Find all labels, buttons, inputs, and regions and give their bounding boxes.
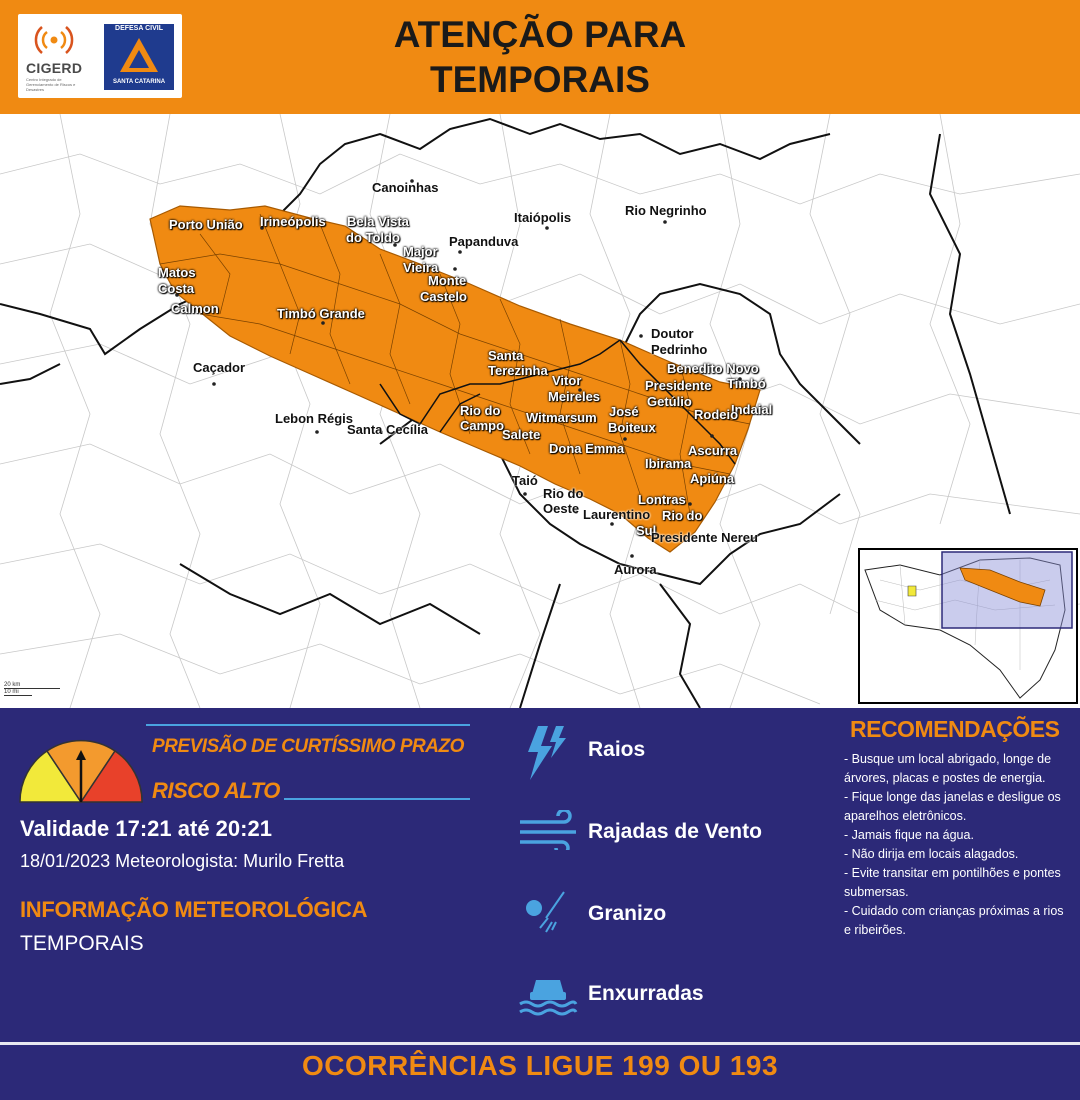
city-label: Indaial [731, 402, 773, 417]
city-label: Papanduva [449, 234, 519, 249]
city-label: Terezinha [488, 363, 548, 378]
recommendations-title: RECOMENDAÇÕES [850, 716, 1060, 742]
risk-level: RISCO ALTO [152, 778, 280, 803]
defesa-civil-triangle-icon [118, 36, 160, 76]
city-label: Vitor [552, 373, 582, 388]
city-label: Pedrinho [651, 342, 708, 357]
defesa-civil-logo-bottom: SANTA CATARINA [112, 79, 166, 85]
info-title: INFORMAÇÃO METEOROLÓGICA [20, 897, 368, 922]
risk-gauge-icon [16, 736, 146, 806]
city-label: Rio do [662, 508, 703, 523]
recommendation-item: - Evite transitar em pontilhões e pontes submersas. [844, 866, 1061, 899]
city-label: Monte [428, 273, 467, 288]
recommendations-list [844, 750, 1064, 940]
info-value: TEMPORAIS [20, 932, 144, 955]
city-label: Itaiópolis [514, 210, 572, 225]
city-label: Bela Vista [347, 214, 409, 229]
city-label: Lontras [638, 492, 686, 507]
recommendation-item: - Fique longe das janelas e desligue os aparelhos eletrônicos. [844, 790, 1061, 823]
alert-map [0, 114, 1080, 708]
recommendation-item: - Busque um local abrigado, longe de árvores, placas e postes de energia. [844, 752, 1052, 785]
hazard-label: Rajadas de Vento [588, 820, 762, 843]
cigerd-logo-icon [34, 22, 74, 58]
city-label: Santa [488, 348, 524, 363]
city-label: Oeste [543, 501, 580, 516]
city-label: Benedito Novo [667, 361, 759, 376]
city-label: Dona Emma [549, 441, 625, 456]
hazard-label: Enxurradas [588, 982, 704, 1005]
city-label: Aurora [614, 562, 657, 577]
city-label: Rio do [543, 486, 584, 501]
city-label: Boiteux [608, 420, 656, 435]
city-label: Salete [502, 427, 541, 442]
city-label: Irineópolis [260, 214, 326, 229]
city-label: Rodeio [694, 407, 739, 422]
emergency-phone-footer: OCORRÊNCIAS LIGUE 199 OU 193 [301, 1050, 779, 1081]
divider-line [284, 798, 470, 800]
city-label: Matos [158, 265, 196, 280]
hazard-label: Raios [588, 738, 646, 761]
divider-line [146, 724, 470, 726]
city-label: Vieira [403, 260, 439, 275]
flood-icon [518, 968, 578, 1018]
city-label: Getúlio [647, 394, 692, 409]
map-scale-bar [4, 682, 60, 696]
city-label: Ibirama [645, 456, 692, 471]
city-label: Sul [636, 523, 657, 538]
city-label: Campo [460, 418, 505, 433]
recommendation-item: - Jamais fique na água. [844, 828, 974, 842]
city-label: Costa [158, 281, 195, 296]
forecast-type: PREVISÃO DE CURTÍSSIMO PRAZO [152, 736, 464, 757]
city-label: Lebon Régis [275, 411, 354, 426]
city-label: Presidente [645, 378, 712, 393]
page-title [250, 12, 830, 102]
city-label: Rio do [460, 403, 501, 418]
city-label: Major [403, 244, 438, 259]
city-label: Porto União [169, 217, 243, 232]
city-label: do Toldo [346, 230, 400, 245]
city-label: Meireles [548, 389, 601, 404]
wind-icon [518, 810, 582, 850]
lightning-icon [518, 724, 574, 784]
scale-km: 20 km [4, 682, 60, 689]
city-label: Rio Negrinho [625, 203, 707, 218]
hazard-label: Granizo [588, 902, 667, 925]
cigerd-logo-text: CIGERD [26, 60, 83, 76]
city-label: Witmarsum [526, 410, 597, 425]
locator-inset-map [858, 548, 1078, 704]
defesa-civil-logo [104, 24, 174, 90]
defesa-civil-logo-top: DEFESA CIVIL [115, 25, 163, 32]
city-label: Doutor [651, 326, 694, 341]
title-line-1: ATENÇÃO PARA [393, 14, 687, 55]
city-label: Taió [512, 473, 538, 488]
city-label: Presidente Nereu [651, 530, 758, 545]
city-label: Laurentino [583, 507, 651, 522]
logos-container [18, 14, 182, 98]
city-label: Santa Cecília [347, 422, 428, 437]
city-label: Calmon [171, 301, 219, 316]
cigerd-logo-subtitle: Centro Integrado de Gerenciamento de Riscos e Desastres [26, 77, 76, 92]
validity-period: Validade 17:21 até 20:21 [20, 816, 272, 841]
hail-icon [518, 888, 574, 938]
header-bar [0, 0, 1080, 114]
city-label: Apiúna [690, 471, 735, 486]
scale-mi: 10 mi [4, 689, 32, 696]
city-label: Timbó Grande [277, 306, 365, 321]
city-label: José [609, 404, 639, 419]
city-label: Castelo [420, 289, 467, 304]
city-label: Timbó [727, 376, 766, 391]
city-label: Canoinhas [372, 180, 439, 195]
footer-divider [0, 1042, 1080, 1045]
recommendation-item: - Não dirija em locais alagados. [844, 847, 1019, 861]
locator-map-shape [860, 550, 1076, 702]
city-label: Caçador [193, 360, 246, 375]
date-meteorologist: 18/01/2023 Meteorologista: Murilo Fretta [20, 851, 345, 871]
title-line-2: TEMPORAIS [430, 59, 650, 100]
city-label: Ascurra [688, 443, 738, 458]
recommendation-item: - Cuidado com crianças próximas a rios e ribeirões. [844, 904, 1064, 937]
